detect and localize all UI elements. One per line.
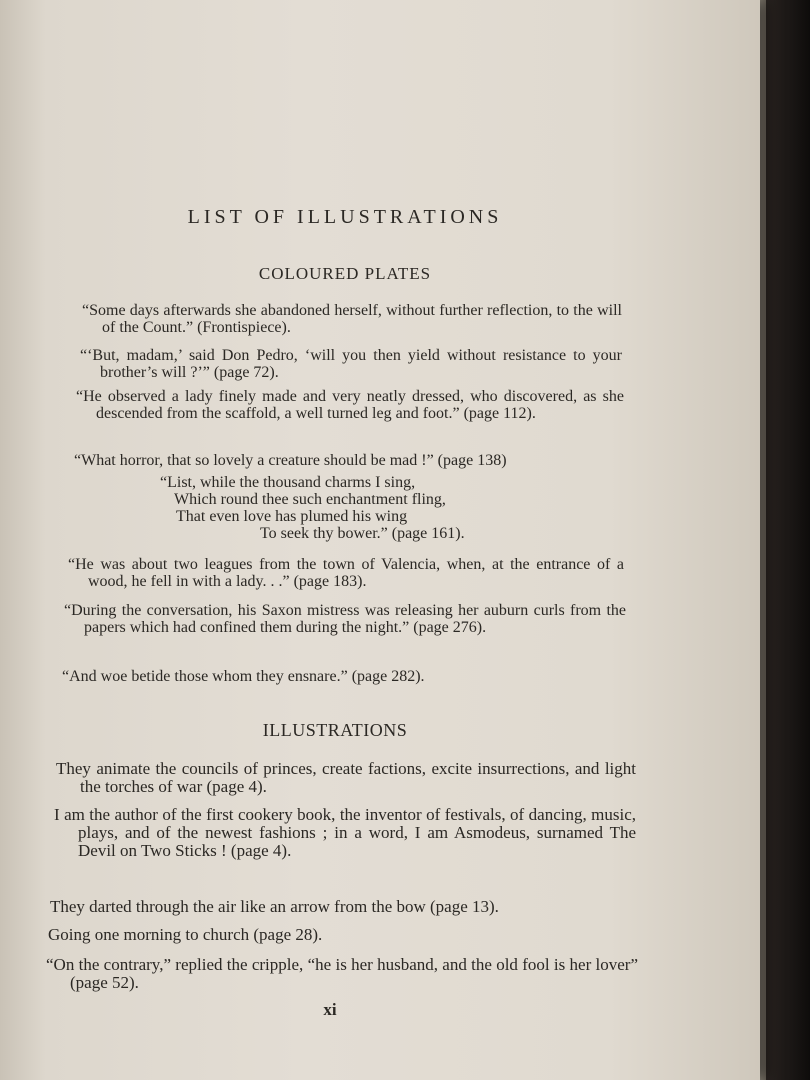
- verse-line: That even love has plumed his wing: [176, 508, 408, 525]
- page-title: LIST OF ILLUSTRATIONS: [187, 206, 503, 228]
- illustration-entry: Going one morning to church (page 28).: [48, 925, 323, 944]
- coloured-plates-heading: COLOURED PLATES: [258, 264, 432, 283]
- verse-line: Which round thee such enchantment fling,: [174, 491, 446, 508]
- illustration-entry: They darted through the air like an arrow from the bow (page 13).: [50, 897, 499, 916]
- verse-line: “List, while the thousand charms I sing,: [160, 474, 416, 491]
- page-number: xi: [323, 1000, 337, 1019]
- plate-entry: “And woe betide those whom they ensnare.” (page 282).: [62, 668, 425, 685]
- plate-entry: “He observed a lady finely made and very neatly dressed, who discovered, as she descended from the scaffold, a well turned leg and foot.” (page 112).: [76, 388, 624, 422]
- illustrations-heading: ILLUSTRATIONS: [262, 720, 408, 740]
- background-right: [766, 0, 810, 1080]
- plate-entry: “Some days afterwards she abandoned herself, without further reflection, to the will of the Count.” (Frontispiece).: [82, 302, 622, 336]
- verse-block: [160, 474, 520, 542]
- illustration-entry: They animate the councils of princes, create factions, excite insurrections, and light the torches of war (page 4).: [56, 759, 636, 796]
- plate-entry: “He was about two leagues from the town of Valencia, when, at the entrance of a wood, he fell in with a lady. . .” (page 183).: [68, 556, 624, 590]
- illustration-entry: I am the author of the first cookery book, the inventor of festivals, of dancing, music, plays, and of the newest fashions ; in a word, I am Asmodeus, surnamed The Devil on Two Sticks ! (page 4).: [54, 805, 636, 860]
- plate-entry: “During the conversation, his Saxon mistress was releasing her auburn curls from the papers which had confined them during the night.” (page 276).: [64, 602, 626, 636]
- illustration-entry: “On the contrary,” replied the cripple, “he is her husband, and the old fool is her lover” (page 52).: [46, 955, 638, 992]
- plate-entry: “What horror, that so lovely a creature should be mad !” (page 138): [74, 452, 507, 469]
- verse-line: To seek thy bower.” (page 161).: [260, 525, 465, 542]
- plate-entry: “‘But, madam,’ said Don Pedro, ‘will you then yield without resistance to your brother’s will ?’” (page 72).: [80, 347, 622, 381]
